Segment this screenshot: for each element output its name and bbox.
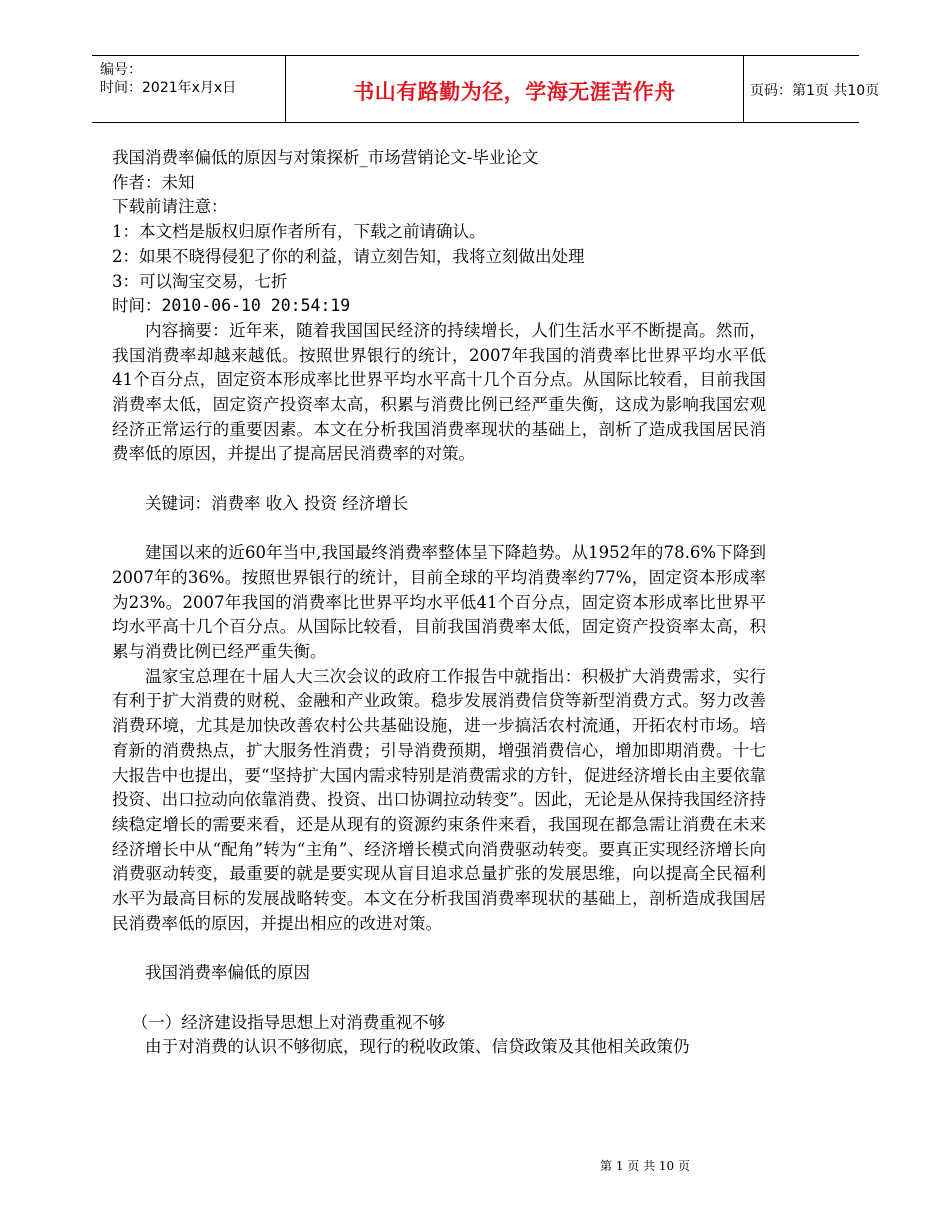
body-paragraph-3: 由于对消费的认识不够彻底，现行的税收政策、信贷政策及其他相关政策仍 [145,1037,690,1057]
motto: 书山有路勤为径，学海无涯苦作舟 [353,80,676,104]
notice-item: 1：本文档是版权归原作者所有，下载之前请确认。 [112,222,486,242]
body-paragraph-2: 温家宝总理在十届人大三次会议的政府工作报告中就指出：积极扩大消费需求，实行有利于扩大消费的财税、金融和产业政策。稳步发展消费信贷等新型消费方式。努力改善消费环境，尤其是加快改善农村公共基础设施，进一步搞活农村流通，开拓农村市场。培育新的消费热点，扩大服务性消费；引导消费预期，增强消费信心，增加即期消费。十七大报告中也提出，要“坚持扩大国内需求特别是消费需求的方针，促进经济增长由主要依靠投资、出口拉动向依靠消费、投资、出口协调拉动转变”。因此，无论是从保持我国经济持续稳定增长的需要来看，还是从现有的资源约束条件来看，我国现在都急需让消费在未来经济增长中从“配角”转为“主角”、经济增长模式向消费驱动转变。要真正实现经济增长向消费驱动转变，最重要的就是要实现从盲目追求总量扩张的发展思维，向以提高全民福利水平为最高目标的发展战略转变。本文在分析我国消费率现状的基础上，剖析造成我国居民消费率低的原因，并提出相应的改进对策。 [112,666,766,933]
doc-title: 我国消费率偏低的原因与对策探析_市场营销论文-毕业论文 [112,148,539,167]
abstract-paragraph: 内容摘要：近年来，随着我国国民经济的持续增长，人们生活水平不断提高。然而，我国消费率却越来越低。按照世界银行的统计，2007年我国的消费率比世界平均水平低41个百分点，固定资本形成率比世界平均水平高十几个百分点。从国际比较看，目前我国消费率太低，固定资产投资率太高，积累与消费比例已经严重失衡，这成为影响我国宏观经济正常运行的重要因素。本文在分析我国消费率现状的基础上，剖析了造成我国居民消费率低的原因，并提出了提高居民消费率的对策。 [112,320,766,464]
notice-item: 3：可以淘宝交易，七折 [112,271,288,291]
document-number-label: 编号： [100,62,142,78]
notice-heading: 下载前请注意： [112,197,228,217]
notice-item: 2：如果不晓得侵犯了你的利益，请立刻告知，我将立刻做出处理 [112,246,585,266]
doc-time: 时间：2010-06-10 20:54:19 [112,296,351,316]
section-heading: 我国消费率偏低的原因 [145,963,310,983]
header-page-info: 页码：第1页 共10页 [750,83,880,99]
sub-heading: （一）经济建设指导思想上对消费重视不够 [131,1012,446,1032]
page-header [92,55,880,123]
body-paragraph-1: 建国以来的近60年当中,我国最终消费率整体呈下降趋势。从1952年的78.6%下降到2007年的36%。按照世界银行的统计，目前全球的平均消费率约77%，固定资本形成率为23%。2007年我国的消费率比世界平均水平低41个百分点，固定资本形成率比世界平均水平高十几个百分点。从国际比较看，目前我国消费率太低，固定资产投资率太高，积累与消费比例已经严重失衡。 [112,543,766,662]
keywords: 关键词：消费率 收入 投资 经济增长 [145,493,409,513]
doc-author: 作者：未知 [112,172,195,192]
header-left-cell [92,56,285,122]
page-footer: 第 1 页 共 10 页 [600,1159,690,1173]
header-motto-cell [285,56,744,122]
header-page-cell [743,56,880,122]
document-time-label: 时间：2021年x月x日 [100,80,237,96]
document-body [112,146,766,1060]
